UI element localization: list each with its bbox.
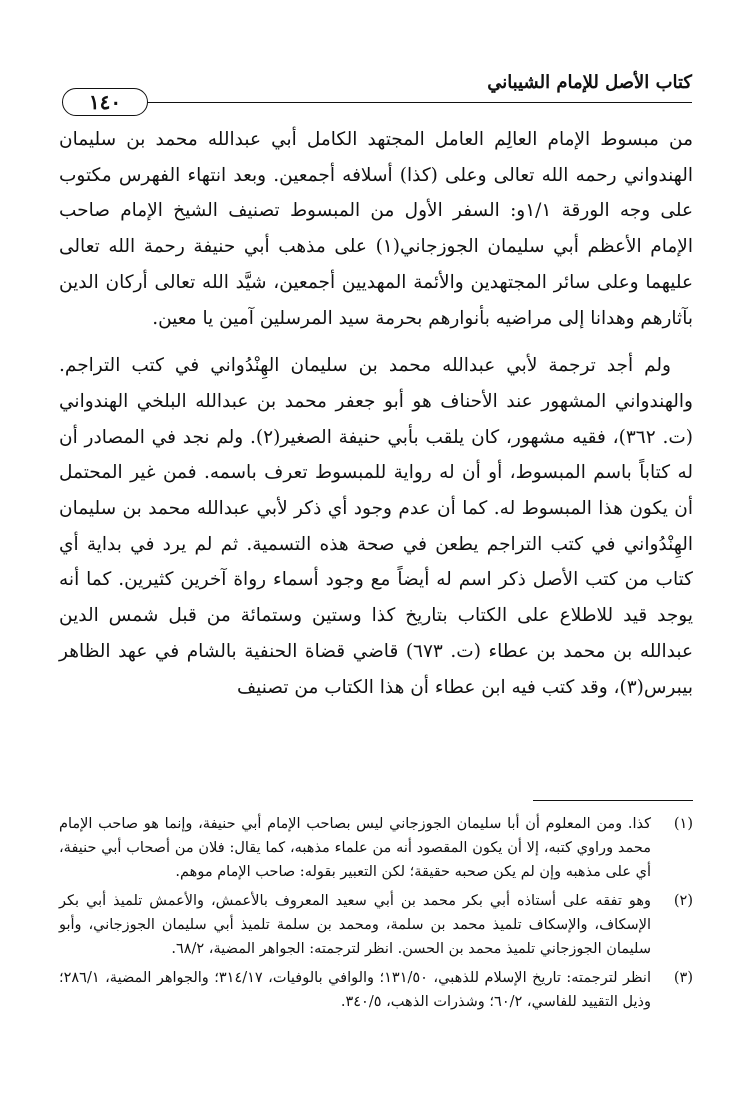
main-text [59,122,693,705]
footnote-1 [59,812,693,884]
book-title: كتاب الأصل للإمام الشيباني [487,72,692,93]
paragraph-2: ولم أجد ترجمة لأبي عبدالله محمد بن سليمان الهِنْدُواني في كتب التراجم. والهندواني المشهور عند الأحناف هو أبو جعفر محمد بن عبدالله البلخي الهندواني (ت. ٣٦٢)، فقيه مشهور، كان يلقب بأبي حنيفة الصغير(٢). ولم نجد في المصادر أن له كتاباً باسم المبسوط، أو أن له رواية للمبسوط تعرف باسمه. فمن غير المحتمل أن يكون هذا المبسوط له. كما أن عدم وجود أي ذكر لأبي عبدالله محمد بن سليمان الهِنْدُواني في كتب التراجم يطعن في صحة هذه التسمية. ثم لم يرد في بداية أي كتاب من كتب الأصل ذكر اسم له أيضاً مع وجود أسماء رواة آخرين كثيرين. كما أنه يوجد قيد للاطلاع على الكتاب بتاريخ كذا وستين وستمائة من قبل شمس الدين عبدالله بن محمد بن عطاء (ت. ٦٧٣) قاضي قضاة الحنفية بالشام في عهد الظاهر بيبرس(٣)، وقد كتب فيه ابن عطاء أن هذا الكتاب من تصنيف [59,355,693,698]
page-number: ١٤٠ [62,88,148,116]
footnote-2 [59,889,693,961]
footnote-divider [533,800,693,801]
footnotes [59,812,693,1019]
footnote-text: وهو تفقه على أستاذه أبي بكر محمد بن أبي سعيد المعروف بالأعمش، والأعمش تلميذ أبي بكر الإسكاف، والإسكاف تلميذ محمد بن سلمة، ومحمد بن سلمة تلميذ أبي سليمان الجوزجاني، وأبو سليمان الجوزجاني تلميذ محمد بن الحسن. انظر لترجمته: الجواهر المضية، ٦٨/٢. [59,893,651,957]
paragraph-1: من مبسوط الإمام العالِم العامل المجتهد الكامل أبي عبدالله محمد بن سليمان الهندواني رحمه الله تعالى وعلى (كذا) أسلافه أجمعين. وبعد انتهاء الفهرس مكتوب على وجه الورقة ١/١و: السفر الأول من المبسوط تصنيف الشيخ الإمام صاحب الإمام الأعظم أبي سليمان الجوزجاني(١) على مذهب أبي حنيفة رحمة الله تعالى عليهما وعلى سائر المجتهدين والأئمة المهديين أجمعين، شيَّد الله تعالى أركان الدين بآثارهم وهدانا إلى مراضيه بأنوارهم بحرمة سيد المرسلين آمين يا معين. [59,129,693,329]
header-divider [62,102,692,103]
footnote-text: كذا. ومن المعلوم أن أبا سليمان الجوزجاني ليس بصاحب الإمام أبي حنيفة، وإنما هو صاحب الإمام محمد وراوي كتبه، إلا أن يكون المقصود أنه من علماء مذهبه، كما يقال: فلان من أصحاب أبي حنيفة، أي على مذهبه وإن لم يكن صحبه حقيقة؛ لكن التعبير بقوله: صاحب الإمام موهم. [59,816,651,880]
footnote-text: انظر لترجمته: تاريخ الإسلام للذهبي، ١٣١/٥٠؛ والوافي بالوفيات، ٣١٤/١٧؛ والجواهر المضية، ٢٨٦/١؛ وذيل التقييد للفاسي، ٦٠/٢؛ وشذرات الذهب، ٣٤٠/٥. [59,970,651,1010]
footnote-3 [59,966,693,1014]
page-header [62,68,692,116]
footnote-number: (٣) [673,970,693,986]
footnote-number: (١) [673,816,693,832]
footnote-number: (٢) [673,893,693,909]
